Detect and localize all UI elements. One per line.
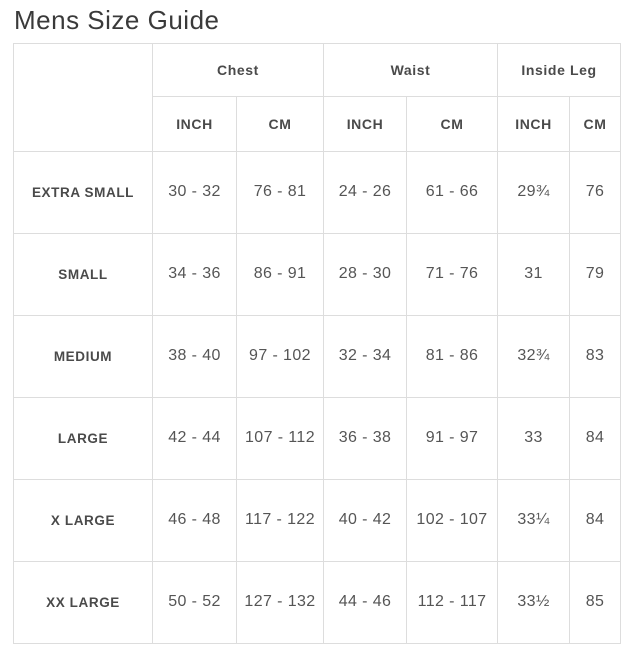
size-value: 76 - 81	[237, 151, 324, 233]
size-value: 79	[570, 233, 621, 315]
size-value: 117 - 122	[237, 479, 324, 561]
table-row-x-large	[14, 479, 621, 561]
size-value: 81 - 86	[407, 315, 498, 397]
table-row-medium	[14, 315, 621, 397]
inside-leg-cm-header: CM	[570, 96, 621, 151]
size-value: 91 - 97	[407, 397, 498, 479]
size-value: 33½	[498, 561, 570, 643]
size-label: MEDIUM	[14, 315, 153, 397]
size-value: 32¾	[498, 315, 570, 397]
size-value: 102 - 107	[407, 479, 498, 561]
size-value: 107 - 112	[237, 397, 324, 479]
size-label: X LARGE	[14, 479, 153, 561]
size-label: EXTRA SMALL	[14, 151, 153, 233]
table-row-large	[14, 397, 621, 479]
size-value: 30 - 32	[153, 151, 237, 233]
size-value: 84	[570, 479, 621, 561]
chest-cm-header: CM	[237, 96, 324, 151]
size-value: 46 - 48	[153, 479, 237, 561]
group-header-row	[14, 43, 621, 96]
size-label: SMALL	[14, 233, 153, 315]
size-value: 33¼	[498, 479, 570, 561]
size-value: 32 - 34	[324, 315, 407, 397]
size-value: 83	[570, 315, 621, 397]
size-value: 76	[570, 151, 621, 233]
size-label: XX LARGE	[14, 561, 153, 643]
size-value: 40 - 42	[324, 479, 407, 561]
waist-inch-header: INCH	[324, 96, 407, 151]
corner-cell	[14, 43, 153, 151]
column-group-inside-leg: Inside Leg	[498, 43, 621, 96]
page-title: Mens Size Guide	[14, 5, 220, 35]
size-guide-table	[13, 43, 621, 644]
size-value: 42 - 44	[153, 397, 237, 479]
size-value: 31	[498, 233, 570, 315]
size-value: 85	[570, 561, 621, 643]
waist-cm-header: CM	[407, 96, 498, 151]
size-value: 28 - 30	[324, 233, 407, 315]
size-value: 50 - 52	[153, 561, 237, 643]
inside-leg-inch-header: INCH	[498, 96, 570, 151]
chest-inch-header: INCH	[153, 96, 237, 151]
column-group-waist: Waist	[324, 43, 498, 96]
size-value: 97 - 102	[237, 315, 324, 397]
size-value: 84	[570, 397, 621, 479]
size-value: 44 - 46	[324, 561, 407, 643]
size-value: 34 - 36	[153, 233, 237, 315]
size-value: 33	[498, 397, 570, 479]
size-value: 127 - 132	[237, 561, 324, 643]
size-value: 29¾	[498, 151, 570, 233]
table-row-extra-small	[14, 151, 621, 233]
size-value: 38 - 40	[153, 315, 237, 397]
column-group-chest: Chest	[153, 43, 324, 96]
table-row-small	[14, 233, 621, 315]
size-label: LARGE	[14, 397, 153, 479]
size-value: 24 - 26	[324, 151, 407, 233]
size-value: 86 - 91	[237, 233, 324, 315]
table-row-xx-large	[14, 561, 621, 643]
size-value: 36 - 38	[324, 397, 407, 479]
size-value: 71 - 76	[407, 233, 498, 315]
size-value: 61 - 66	[407, 151, 498, 233]
size-value: 112 - 117	[407, 561, 498, 643]
